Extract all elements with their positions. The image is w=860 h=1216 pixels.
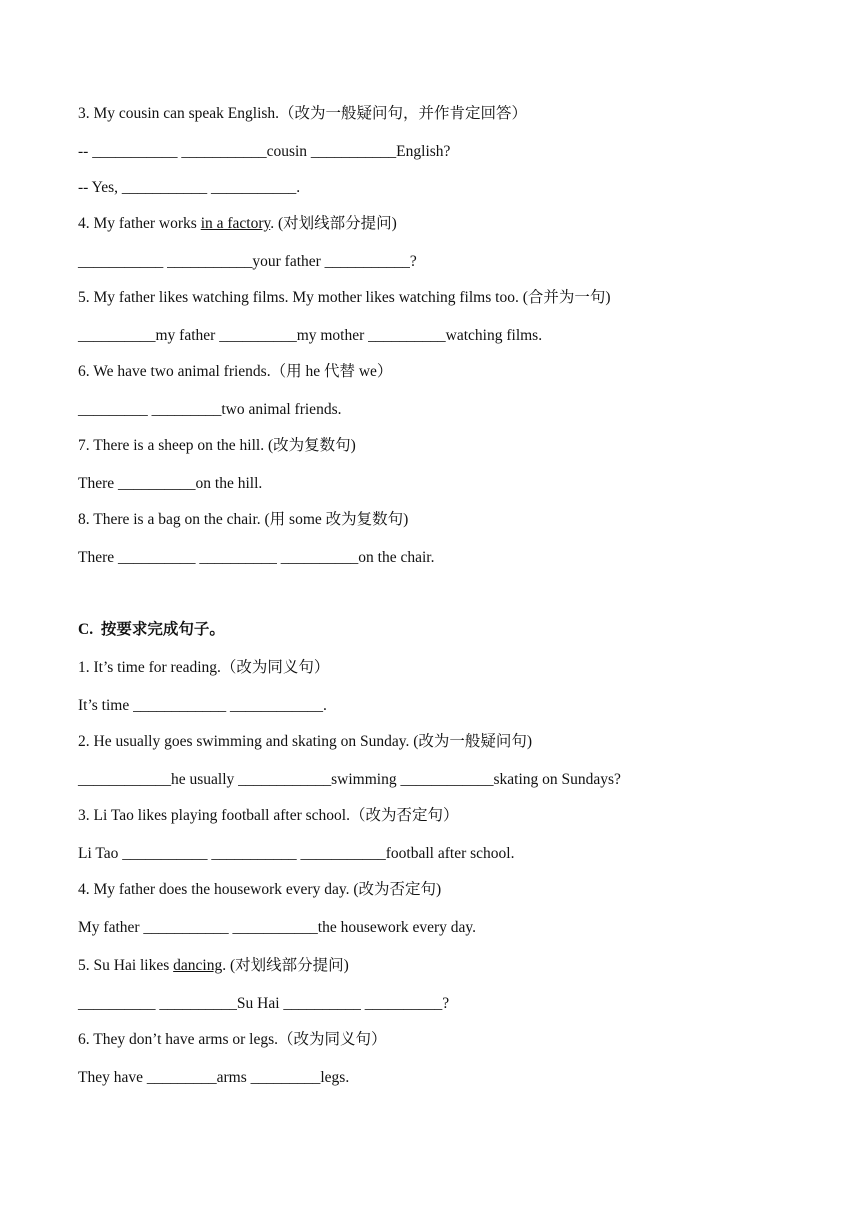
question-b6-answer: _________ _________two animal friends. (78, 401, 342, 418)
question-b4-prompt-post: . (对划线部分提问) (270, 215, 397, 232)
question-b4-prompt-pre: 4. My father works (78, 215, 201, 232)
question-c5-prompt (78, 956, 349, 976)
question-b3-prompt: 3. My cousin can speak English.（改为一般疑问句，并作肯定回答） (78, 105, 528, 122)
question-b5-prompt: 5. My father likes watching films. My mother likes watching films too. (合并为一句) (78, 289, 611, 306)
section-c-heading: C. 按要求完成句子。 (78, 621, 225, 638)
question-c6-prompt: 6. They don’t have arms or legs.（改为同义句） (78, 1031, 387, 1048)
question-c2-answer: ____________he usually ____________swimming ____________skating on Sundays? (78, 771, 621, 788)
question-c2-prompt: 2. He usually goes swimming and skating on Sunday. (改为一般疑问句) (78, 733, 533, 750)
question-c5-prompt-post: . (对划线部分提问) (222, 957, 349, 974)
question-b3-answer-line-1: -- ___________ ___________cousin ___________English? (78, 143, 451, 160)
question-c6-answer: They have _________arms _________legs. (78, 1069, 350, 1086)
question-c4-prompt: 4. My father does the housework every day. (改为否定句) (78, 881, 442, 898)
question-c1-answer: It’s time ____________ ____________. (78, 697, 327, 714)
question-b6-prompt: 6. We have two animal friends.（用 he 代替 we） (78, 363, 393, 380)
question-b7-answer: There __________on the hill. (78, 475, 263, 492)
question-b8-prompt: 8. There is a bag on the chair. (用 some 改为复数句) (78, 511, 409, 528)
question-c1-prompt: 1. It’s time for reading.（改为同义句） (78, 659, 330, 676)
question-c5-answer: __________ __________Su Hai __________ __________? (78, 995, 450, 1012)
question-b4-answer: ___________ ___________your father ___________? (78, 253, 417, 270)
question-c3-answer: Li Tao ___________ ___________ ___________football after school. (78, 845, 515, 862)
question-c5-underlined-phrase: dancing (173, 957, 223, 974)
question-c4-answer: My father ___________ ___________the housework every day. (78, 919, 477, 936)
question-b7-prompt: 7. There is a sheep on the hill. (改为复数句) (78, 437, 356, 454)
question-b4-underlined-phrase: in a factory (200, 215, 271, 232)
question-c3-prompt: 3. Li Tao likes playing football after school.（改为否定句） (78, 807, 459, 824)
question-c5-prompt-pre: 5. Su Hai likes (78, 957, 174, 974)
question-b5-answer: __________my father __________my mother __________watching films. (78, 327, 543, 344)
question-b8-answer: There __________ __________ __________on the chair. (78, 549, 435, 566)
question-b4-prompt (78, 214, 397, 234)
question-b3-answer-line-2: -- Yes, ___________ ___________. (78, 179, 301, 196)
